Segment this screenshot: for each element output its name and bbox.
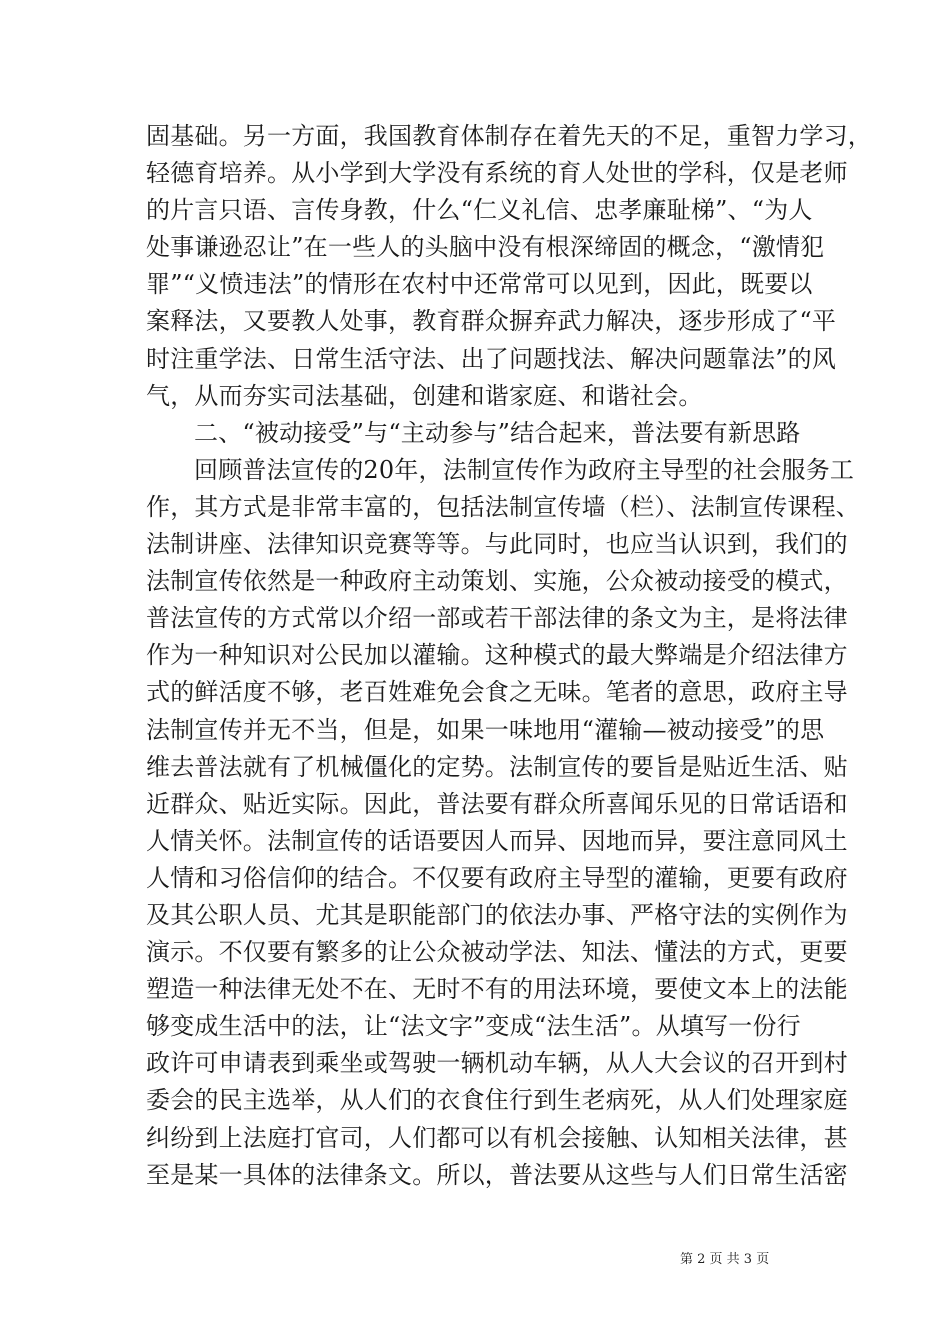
- text-line: 罪”“义愤违法”的情形在农村中还常常可以见到，因此，既要以: [146, 270, 813, 299]
- text-line: 维去普法就有了机械僵化的定势。法制宣传的要旨是贴近生活、贴: [146, 752, 848, 781]
- text-line: 委会的民主选举，从人们的衣食住行到生老病死，从人们处理家庭: [146, 1086, 848, 1115]
- text-line: 作，其方式是非常丰富的，包括法制宣传墙（栏）、法制宣传课程、: [146, 492, 860, 521]
- text-line: 人情和习俗信仰的结合。不仅要有政府主导型的灌输，更要有政府: [146, 863, 848, 892]
- body-text: [146, 118, 872, 1194]
- text-line: 法制讲座、法律知识竞赛等等。与此同时，也应当认识到，我们的: [146, 530, 848, 559]
- text-line: 政许可申请表到乘坐或驾驶一辆机动车辆，从人大会议的召开到村: [146, 1049, 848, 1078]
- text-line: 轻德育培养。从小学到大学没有系统的育人处世的学科，仅是老师: [146, 159, 848, 188]
- text-line: 法制宣传依然是一种政府主动策划、实施，公众被动接受的模式，: [146, 567, 848, 596]
- text-line: 时注重学法、日常生活守法、出了问题找法、解决问题靠法”的风: [146, 344, 837, 373]
- page-number: 第 2 页 共 3 页: [680, 1252, 770, 1267]
- text-line: 人情关怀。法制宣传的话语要因人而异、因地而异，要注意同风土: [146, 826, 848, 855]
- text-line: 处事谦逊忍让”在一些人的头脑中没有根深缔固的概念，“激情犯: [146, 233, 825, 262]
- text-line: 纠纷到上法庭打官司，人们都可以有机会接触、认知相关法律，甚: [146, 1123, 848, 1152]
- text-line: 够变成生活中的法，让“法文字”变成“法生活”。从填写一份行: [146, 1012, 801, 1041]
- text-line: 式的鲜活度不够，老百姓难免会食之无味。笔者的意思，政府主导: [146, 678, 848, 707]
- text-line: 近群众、贴近实际。因此，普法要有群众所喜闻乐见的日常话语和: [146, 789, 848, 818]
- section-heading: 二、“被动接受”与“主动参与”结合起来，普法要有新思路: [194, 418, 801, 447]
- text-line: 至是某一具体的法律条文。所以，普法要从这些与人们日常生活密: [146, 1160, 848, 1189]
- text-line: 气，从而夯实司法基础，创建和谐家庭、和谐社会。: [146, 381, 703, 410]
- text-line: 回顾普法宣传的20年，法制宣传作为政府主导型的社会服务工: [194, 455, 855, 484]
- text-line: 案释法，又要教人处事，教育群众摒弃武力解决，逐步形成了“平: [146, 307, 837, 336]
- text-line: 作为一种知识对公民加以灌输。这种模式的最大弊端是介绍法律方: [146, 641, 848, 670]
- text-line: 演示。不仅要有繁多的让公众被动学法、知法、懂法的方式，更要: [146, 938, 848, 967]
- text-line: 普法宣传的方式常以介绍一部或若干部法律的条文为主，是将法律: [146, 604, 848, 633]
- text-line: 塑造一种法律无处不在、无时不有的用法环境，要使文本上的法能: [146, 975, 848, 1004]
- text-line: 的片言只语、言传身教，什么“仁义礼信、忠孝廉耻梯”、“为人: [146, 196, 813, 225]
- text-line: 及其公职人员、尤其是职能部门的依法办事、严格守法的实例作为: [146, 900, 848, 929]
- text-line: 固基础。另一方面，我国教育体制存在着先天的不足，重智力学习，: [146, 122, 872, 150]
- text-line: 法制宣传并无不当，但是，如果一味地用“灌输—被动接受”的思: [146, 715, 825, 744]
